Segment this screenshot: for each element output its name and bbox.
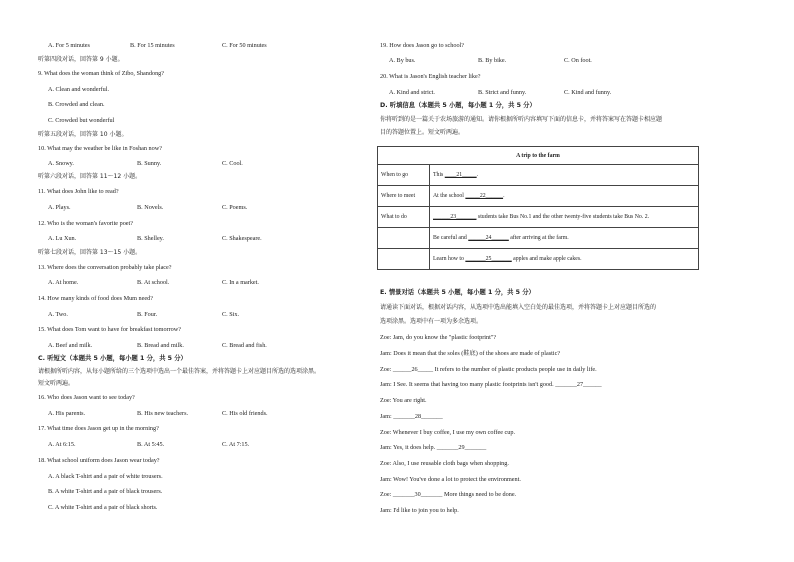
q10-option-b[interactable]: B. Sunny.: [137, 160, 162, 167]
q11-option-a[interactable]: A. Plays.: [48, 204, 71, 211]
dialogue-line-9: Zoe: Also, I use reusable cloth bags when shopping.: [380, 460, 509, 467]
dialogue-text: More things need to be done.: [442, 491, 517, 498]
q16-option-a[interactable]: A. His parents.: [48, 410, 86, 417]
farm-trip-table: [377, 146, 699, 270]
blank-24[interactable]: ______24______: [468, 235, 509, 241]
cell-text: This: [433, 172, 445, 178]
section-c-instruction-2: 短文听两遍。: [38, 380, 75, 387]
table-row: [378, 186, 699, 207]
q13-option-c[interactable]: C. In a market.: [222, 279, 259, 286]
row-label-when: When to go: [378, 165, 430, 186]
row-label-empty: [378, 228, 430, 249]
q16-option-b[interactable]: B. His new teachers.: [137, 410, 189, 417]
row-label-empty: [378, 249, 430, 270]
blank-28[interactable]: _______28_______: [393, 413, 443, 420]
section-e-heading: E. 情景对话（本题共 5 小题，每小题 1 分，共 5 分）: [380, 289, 535, 296]
q15-option-c[interactable]: C. Bread and fish.: [222, 342, 267, 349]
dialogue-line-12: Jam: I'd like to join you to help.: [380, 507, 459, 514]
question-20: 20. What is Jason's English teacher like?: [380, 73, 481, 80]
q9-option-b[interactable]: B. Crowded and clean.: [48, 101, 105, 108]
blank-23[interactable]: ______23_______: [433, 214, 477, 220]
question-19: 19. How does Jason go to school?: [380, 42, 465, 49]
q14-option-a[interactable]: A. Two.: [48, 311, 68, 318]
dialogue-line-8: [380, 444, 486, 452]
q14-option-b[interactable]: B. Four.: [137, 311, 158, 318]
q16-option-c[interactable]: C. His old friends.: [222, 410, 268, 417]
section-d-instruction-2: 目的答题位置上。短文听两遍。: [380, 129, 465, 136]
q12-option-b[interactable]: B. Shelley.: [137, 235, 164, 242]
question-13: 13. Where does the conversation probably take place?: [38, 264, 172, 271]
blank-21[interactable]: ____21_____: [444, 172, 477, 178]
table-row: [378, 228, 699, 249]
q11-option-c[interactable]: C. Poems.: [222, 204, 248, 211]
question-10: 10. What may the weather be like in Foshan now?: [38, 145, 162, 152]
row-value-learn: [430, 249, 699, 270]
blank-30[interactable]: _______30_______: [392, 491, 443, 498]
section-d-heading: D. 听填信息（本题共 5 小题，每小题 1 分，共 5 分）: [380, 102, 536, 109]
dialogue-line-4: [380, 381, 602, 389]
q20-option-c[interactable]: C. Kind and funny.: [564, 89, 612, 96]
q11-option-b[interactable]: B. Novels.: [137, 204, 164, 211]
dialogue-text: Zoe:: [380, 491, 393, 498]
blank-22[interactable]: _____22______: [465, 193, 504, 199]
q14-option-c[interactable]: C. Six.: [222, 311, 240, 318]
q8-option-c[interactable]: C. For 50 minutes: [222, 42, 267, 49]
cell-text: after arriving at the farm.: [508, 235, 569, 241]
section-e-instruction: 请通读下面对话，根据对话内容，从选项中选出能填入空白处的最佳选项，并将答题卡上对应题目所选的: [380, 304, 657, 311]
cell-text: At the school: [433, 193, 466, 199]
blank-26[interactable]: ______26_____: [392, 366, 434, 373]
q18-option-c[interactable]: C. A white T-shirt and a pair of black shorts.: [48, 504, 158, 511]
q8-option-a[interactable]: A. For 5 minutes: [48, 42, 90, 49]
question-12: 12. Who is the woman's favorite poet?: [38, 220, 133, 227]
question-18: 18. What school uniform does Jason wear today?: [38, 457, 160, 464]
table-row: [378, 165, 699, 186]
q19-option-a[interactable]: A. By bus.: [389, 57, 416, 64]
cell-text: Be careful and: [433, 235, 469, 241]
table-row: [378, 249, 699, 270]
dialogue-text: Jam: I See. It seems that having too many plastic footprints isn't good.: [380, 381, 556, 388]
dialogue-line-10: Jam: Wow! You've done a lot to protect the environment.: [380, 476, 521, 483]
row-value-where: [430, 186, 699, 207]
cell-text: Learn how to: [433, 256, 466, 262]
instruction-q11-12: 听第六段对话，回答第 11～12 小题。: [38, 173, 142, 180]
question-14: 14. How many kinds of food does Mum need?: [38, 295, 153, 302]
question-17: 17. What time does Jason get up in the morning?: [38, 425, 159, 432]
dialogue-line-1: Zoe: Jam, do you know the "plastic footprint"?: [380, 334, 497, 341]
blank-25[interactable]: _______25_______: [465, 256, 512, 262]
table-row: [378, 147, 699, 165]
dialogue-text: It refers to the number of plastic products people use in daily life.: [433, 366, 597, 373]
q19-option-b[interactable]: B. By bike.: [478, 57, 507, 64]
q17-option-a[interactable]: A. At 6:15.: [48, 441, 76, 448]
dialogue-line-5: Zoe: You are right.: [380, 397, 427, 404]
q17-option-b[interactable]: B. At 5:45.: [137, 441, 165, 448]
q13-option-b[interactable]: B. At school.: [137, 279, 170, 286]
q13-option-a[interactable]: A. At home.: [48, 279, 79, 286]
dialogue-line-3: [380, 366, 597, 374]
dialogue-text: Zoe:: [380, 366, 393, 373]
section-c-instruction: 请根据所听内容，从每小题所给的三个选项中选出一个最佳答案，并将答题卡上对应题目所选的选项涂黑。: [38, 368, 321, 375]
section-e-instruction-2: 选项涂黑。选项中有一项为多余选项。: [380, 318, 483, 325]
dialogue-line-6: [380, 413, 443, 421]
table-title: A trip to the farm: [378, 147, 699, 165]
blank-27[interactable]: _______27______: [555, 381, 602, 388]
instruction-q10: 听第五段对话，回答第 10 小题。: [38, 131, 128, 138]
q20-option-a[interactable]: A. Kind and strict.: [389, 89, 435, 96]
q8-option-b[interactable]: B. For 15 minutes: [130, 42, 175, 49]
q17-option-c[interactable]: C. At 7:15.: [222, 441, 250, 448]
q12-option-a[interactable]: A. Lu Xun.: [48, 235, 77, 242]
dialogue-line-11: [380, 491, 516, 499]
dialogue-text: Jam:: [380, 413, 394, 420]
row-value-what: [430, 207, 699, 228]
row-label-where: Where to meet: [378, 186, 430, 207]
q20-option-b[interactable]: B. Strict and funny.: [478, 89, 527, 96]
q19-option-c[interactable]: C. On foot.: [564, 57, 592, 64]
cell-text: .: [476, 172, 479, 178]
row-label-what: What to do: [378, 207, 430, 228]
q18-option-a[interactable]: A. A black T-shirt and a pair of white trousers.: [48, 473, 163, 480]
instruction-q9: 听第四段对话，回答第 9 小题。: [38, 56, 124, 63]
row-value-when: [430, 165, 699, 186]
dialogue-line-7: Zoe: Whenever I buy coffee, I use my own coffee cup.: [380, 429, 516, 436]
section-d-instruction: 你将听到的是一篇关于农场旅游的通知。请你根据所听内容填写下面的信息卡，并将答案写在答题卡相应题: [380, 116, 663, 123]
section-c-heading: C. 听短文（本题共 5 小题，每小题 1 分，共 5 分）: [38, 355, 187, 362]
cell-text: .: [503, 193, 505, 199]
q10-option-a[interactable]: A. Snowy.: [48, 160, 74, 167]
q9-option-c[interactable]: C. Crowded but wonderful: [48, 117, 115, 124]
dialogue-line-2: Jam: Does it mean that the soles (鞋底) of the shoes are made of plastic?: [380, 350, 561, 357]
q9-option-a[interactable]: A. Clean and wonderful.: [48, 86, 109, 93]
q15-option-a[interactable]: A. Beef and milk.: [48, 342, 93, 349]
instruction-q13-15: 听第七段对话，回答第 13～15 小题。: [38, 249, 142, 256]
q10-option-c[interactable]: C. Cool.: [222, 160, 243, 167]
q18-option-b[interactable]: B. A white T-shirt and a pair of black trousers.: [48, 488, 163, 495]
q15-option-b[interactable]: B. Bread and milk.: [137, 342, 184, 349]
question-9: 9. What does the woman think of Zibo, Shandong?: [38, 70, 165, 77]
question-15: 15. What does Tom want to have for breakfast tomorrow?: [38, 326, 181, 333]
question-11: 11. What does John like to read?: [38, 188, 119, 195]
row-value-careful: [430, 228, 699, 249]
table-row: [378, 207, 699, 228]
dialogue-text: Jam: Yes, it does help.: [380, 444, 437, 451]
q12-option-c[interactable]: C. Shakespeare.: [222, 235, 262, 242]
blank-29[interactable]: _______29_______: [436, 444, 487, 451]
question-16: 16. Who does Jason want to see today?: [38, 394, 135, 401]
cell-text: apples and make apple cakes.: [511, 256, 582, 262]
cell-text: students take Bus No.1 and the other twenty-five students take Bus No. 2.: [476, 214, 650, 220]
